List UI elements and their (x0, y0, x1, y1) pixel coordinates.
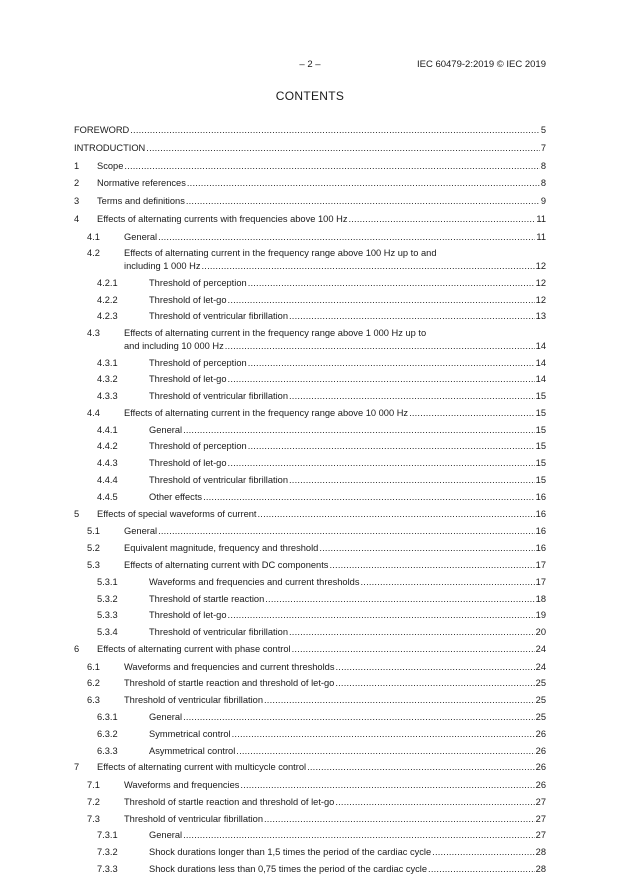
toc-entry-title: FOREWORD (74, 125, 130, 135)
toc-entry[interactable] (74, 474, 546, 487)
toc-entry-title: General (149, 424, 183, 435)
toc-entry-page: 16 (535, 543, 546, 554)
toc-entry[interactable] (74, 728, 546, 741)
toc-entry-number: 4.2.3 (97, 311, 118, 322)
toc-entry-number: 7.3.3 (97, 864, 118, 874)
toc-entry[interactable] (74, 846, 546, 859)
dot-leader (336, 661, 535, 674)
toc-entry[interactable] (74, 711, 546, 724)
toc-entry-page: 16 (535, 491, 546, 502)
dot-leader (264, 694, 535, 707)
toc-entry-page: 17 (535, 576, 546, 587)
toc-entry-title: Waveforms and frequencies and current thresholds (149, 576, 360, 587)
toc-entry-title: Threshold of perception (149, 277, 247, 288)
toc-entry-number: 4.3.1 (97, 357, 118, 368)
toc-entry-page: 12 (535, 277, 546, 288)
toc-entry-number: 5.3.4 (97, 627, 118, 638)
toc-entry-number: 4.3.2 (97, 374, 118, 385)
toc-entry-page: 26 (535, 728, 546, 739)
toc-entry[interactable] (74, 327, 546, 352)
toc-entry[interactable] (74, 643, 546, 656)
toc-entry-number: 5 (74, 508, 80, 519)
dot-leader (228, 294, 535, 307)
toc-entry-page: 27 (535, 796, 546, 807)
toc-entry-number: 6.2 (87, 678, 100, 689)
toc-entry-title: Symmetrical control (149, 728, 231, 739)
toc-entry-page: 11 (536, 231, 546, 242)
page-number: – 2 – (299, 59, 321, 70)
dot-leader (203, 491, 535, 504)
toc-entry-title: Effects of alternating current with phase control (97, 643, 291, 654)
toc-entry-title: General (149, 711, 183, 722)
toc-entry-number: 6 (74, 643, 80, 654)
toc-entry-page: 26 (535, 780, 546, 791)
toc-entry-title: Effects of alternating current in the frequency range above 1 000 Hz up to (124, 328, 427, 339)
toc-entry-number: 4.3.3 (97, 391, 118, 402)
toc-entry[interactable] (74, 247, 546, 272)
toc-entry-number: 7.2 (87, 796, 100, 807)
dot-leader (265, 593, 534, 606)
toc-entry[interactable] (74, 124, 546, 137)
toc-entry[interactable] (74, 373, 546, 386)
dot-leader (248, 440, 535, 453)
toc-entry-number: 6.3.3 (97, 745, 118, 756)
toc-entry-number: 5.2 (87, 543, 100, 554)
toc-entry-title: Waveforms and frequencies and current thresholds (124, 661, 335, 672)
toc-entry[interactable] (74, 424, 546, 437)
toc-entry[interactable] (74, 195, 546, 208)
toc-entry-number: 4.4.4 (97, 475, 118, 486)
toc-entry[interactable] (74, 390, 546, 403)
toc-entry-title: Threshold of perception (149, 441, 247, 452)
toc-entry-page: 24 (535, 643, 546, 654)
toc-entry[interactable] (74, 457, 546, 470)
toc-entry-title: Normative references (97, 178, 186, 189)
toc-entry-page: 15 (535, 407, 546, 418)
toc-entry-title: Effects of alternating current in the frequency range above 10 000 Hz (124, 407, 409, 418)
toc-entry-number: 5.3 (87, 559, 100, 570)
dot-leader (432, 846, 534, 859)
toc-entry-title: Effects of alternating current in the frequency range above 100 Hz up to and (124, 248, 437, 259)
toc-entry[interactable] (74, 779, 546, 792)
toc-entry-title: Threshold of let-go (149, 610, 227, 621)
dot-leader (307, 761, 535, 774)
toc-entry[interactable] (74, 829, 546, 842)
dot-leader (289, 626, 535, 639)
toc-entry[interactable] (74, 357, 546, 370)
toc-entry-number: 6.3 (87, 695, 100, 706)
toc-entry-number: 5.3.1 (97, 576, 118, 587)
toc-entry-page: 25 (535, 678, 546, 689)
toc-entry[interactable] (74, 294, 546, 307)
toc-entry-title: General (124, 231, 158, 242)
toc-entry-number: 4.2 (87, 248, 100, 259)
toc-entry[interactable] (74, 542, 546, 555)
toc-entry-page: 15 (535, 458, 546, 469)
toc-entry-number: 4.4.1 (97, 424, 118, 435)
table-of-contents (74, 124, 546, 880)
toc-entry[interactable] (74, 142, 546, 155)
toc-entry[interactable] (74, 491, 546, 504)
toc-entry-number: 4 (74, 213, 80, 224)
dot-leader (264, 813, 535, 826)
toc-entry[interactable] (74, 559, 546, 572)
toc-entry-page: 28 (535, 847, 546, 858)
toc-entry-page: 16 (535, 526, 546, 537)
toc-entry-title: Threshold of perception (149, 357, 247, 368)
toc-entry[interactable] (74, 277, 546, 290)
dot-leader (409, 407, 535, 420)
toc-entry-title: General (124, 526, 158, 537)
toc-entry-number: 7.3.2 (97, 847, 118, 858)
toc-entry[interactable] (74, 525, 546, 538)
toc-entry[interactable] (74, 593, 546, 606)
toc-entry-page: 16 (535, 508, 546, 519)
toc-entry[interactable] (74, 160, 546, 173)
toc-entry[interactable] (74, 694, 546, 707)
standard-reference: IEC 60479-2:2019 © IEC 2019 (416, 59, 546, 70)
dot-leader (186, 195, 540, 208)
toc-entry-page: 27 (535, 813, 546, 824)
dot-leader (240, 779, 534, 792)
toc-entry-number: 4.2.1 (97, 277, 118, 288)
toc-entry-title: Equivalent magnitude, frequency and threshold (124, 543, 319, 554)
toc-entry-number: 5.3.2 (97, 593, 118, 604)
toc-entry-title: Threshold of ventricular fibrillation (124, 813, 263, 824)
toc-entry[interactable] (74, 863, 546, 876)
toc-entry[interactable] (74, 177, 546, 190)
toc-entry[interactable] (74, 231, 546, 244)
dot-leader (248, 357, 535, 370)
toc-entry[interactable] (74, 677, 546, 690)
toc-entry-page: 17 (535, 559, 546, 570)
dot-leader (228, 457, 535, 470)
toc-entry-number: 7.1 (87, 780, 100, 791)
toc-entry-page: 25 (535, 695, 546, 706)
toc-entry-number: 1 (74, 160, 80, 171)
dot-leader (361, 576, 535, 589)
toc-entry-title: Threshold of ventricular fibrillation (149, 311, 288, 322)
toc-entry-number: 4.2.2 (97, 294, 118, 305)
toc-entry-page: 13 (535, 311, 546, 322)
toc-entry-title: Other effects (149, 491, 203, 502)
dot-leader (130, 124, 540, 137)
toc-entry-number: 4.3 (87, 328, 100, 339)
toc-entry-number: 4.4.2 (97, 441, 118, 452)
toc-entry-page: 25 (535, 711, 546, 722)
toc-entry-page: 14 (535, 357, 546, 368)
toc-entry-page: 11 (536, 213, 546, 224)
toc-entry-title: INTRODUCTION (74, 142, 146, 153)
toc-entry-title: Threshold of startle reaction and threshold of let-go (124, 796, 335, 807)
dot-leader (183, 711, 535, 724)
dot-leader (236, 745, 534, 758)
dot-leader (146, 142, 540, 155)
dot-leader (183, 829, 535, 842)
toc-entry-title: Effects of alternating currents with frequencies above 100 Hz (97, 213, 348, 224)
toc-entry[interactable] (74, 661, 546, 674)
toc-entry[interactable] (74, 745, 546, 758)
dot-leader (228, 373, 535, 386)
toc-entry-title: Threshold of let-go (149, 458, 227, 469)
toc-entry-page: 27 (535, 830, 546, 841)
toc-entry[interactable] (74, 626, 546, 639)
toc-entry-title: Effects of special waveforms of current (97, 508, 257, 519)
dot-leader (158, 231, 535, 244)
toc-entry-page: 26 (535, 762, 546, 773)
toc-entry-page: 15 (535, 441, 546, 452)
dot-leader (335, 796, 534, 809)
toc-entry-title: Waveforms and frequencies (124, 780, 240, 791)
toc-entry-title-continued: including 1 000 Hz (124, 261, 201, 272)
toc-entry-page: 28 (535, 864, 546, 874)
toc-entry[interactable] (74, 796, 546, 809)
dot-leader (289, 474, 535, 487)
toc-entry-number: 4.1 (87, 231, 100, 242)
dot-leader (232, 728, 535, 741)
toc-entry-number: 2 (74, 178, 80, 189)
toc-entry[interactable] (74, 813, 546, 826)
dot-leader (329, 559, 534, 572)
toc-entry-title: Terms and definitions (97, 196, 185, 207)
toc-entry-number: 6.1 (87, 661, 100, 672)
toc-entry-title: General (149, 830, 183, 841)
toc-entry-page: 15 (535, 424, 546, 435)
toc-entry-page: 18 (535, 593, 546, 604)
dot-leader (348, 213, 535, 226)
toc-entry-number: 4.4 (87, 407, 100, 418)
dot-leader (258, 508, 535, 521)
dot-leader (187, 177, 540, 190)
toc-entry[interactable] (74, 440, 546, 453)
toc-entry-title: Scope (97, 160, 124, 171)
toc-entry-number: 3 (74, 196, 80, 207)
toc-entry-title: Shock durations less than 0,75 times the period of the cardiac cycle (149, 864, 428, 874)
dot-leader (158, 525, 535, 538)
toc-entry-title: Threshold of ventricular fibrillation (149, 627, 288, 638)
dot-leader (292, 643, 535, 656)
toc-entry-title: Threshold of let-go (149, 294, 227, 305)
dot-leader (289, 310, 535, 323)
toc-entry-title: Effects of alternating current with multicycle control (97, 762, 307, 773)
toc-entry-title: Threshold of startle reaction (149, 593, 265, 604)
toc-entry-page: 15 (535, 391, 546, 402)
toc-entry-page: 20 (535, 627, 546, 638)
toc-entry-number: 6.3.2 (97, 728, 118, 739)
toc-entry[interactable] (74, 310, 546, 323)
toc-entry-number: 4.4.5 (97, 491, 118, 502)
dot-leader (248, 277, 535, 290)
toc-entry-title: Threshold of ventricular fibrillation (149, 475, 288, 486)
toc-entry-number: 7.3 (87, 813, 100, 824)
toc-entry[interactable] (74, 576, 546, 589)
page-title: CONTENTS (275, 89, 345, 103)
toc-entry-title-continued: and including 10 000 Hz (124, 340, 224, 351)
toc-entry-page: 12 (535, 261, 546, 272)
toc-entry-number: 5.3.3 (97, 610, 118, 621)
dot-leader (428, 863, 535, 876)
toc-entry[interactable] (74, 761, 546, 774)
toc-entry-title: Threshold of ventricular fibrillation (124, 695, 263, 706)
dot-leader (319, 542, 534, 555)
toc-entry-page: 12 (535, 294, 546, 305)
toc-entry-title: Shock durations longer than 1,5 times the period of the cardiac cycle (149, 847, 432, 858)
toc-entry-title: Threshold of ventricular fibrillation (149, 391, 288, 402)
toc-entry[interactable] (74, 609, 546, 622)
toc-entry-title: Threshold of startle reaction and threshold of let-go (124, 678, 335, 689)
toc-entry-page: 8 (540, 178, 546, 189)
toc-entry-page: 19 (535, 610, 546, 621)
toc-entry-page: 7 (540, 142, 546, 153)
dot-leader (183, 424, 535, 437)
toc-entry-title: Asymmetrical control (149, 745, 236, 756)
dot-leader (289, 390, 535, 403)
toc-entry-number: 4.4.3 (97, 458, 118, 469)
toc-entry-number: 5.1 (87, 526, 100, 537)
toc-entry-page: 14 (535, 340, 546, 351)
dot-leader (228, 609, 535, 622)
dot-leader (225, 340, 535, 353)
toc-entry-title: Effects of alternating current with DC components (124, 559, 329, 570)
toc-entry-page: 8 (540, 160, 546, 171)
toc-entry[interactable] (74, 407, 546, 420)
dot-leader (124, 160, 539, 173)
toc-entry-page: 26 (535, 745, 546, 756)
toc-entry-title: Threshold of let-go (149, 374, 227, 385)
toc-entry[interactable] (74, 213, 546, 226)
toc-entry-page: 9 (540, 196, 546, 207)
toc-entry-page: 14 (535, 374, 546, 385)
dot-leader (202, 260, 535, 273)
toc-entry-page: 24 (535, 661, 546, 672)
toc-entry-page: 5 (540, 125, 546, 135)
toc-entry-number: 6.3.1 (97, 711, 118, 722)
toc-entry-page: 15 (535, 475, 546, 486)
toc-entry-number: 7 (74, 762, 80, 773)
dot-leader (335, 677, 534, 690)
toc-entry[interactable] (74, 508, 546, 521)
toc-entry-number: 7.3.1 (97, 830, 118, 841)
